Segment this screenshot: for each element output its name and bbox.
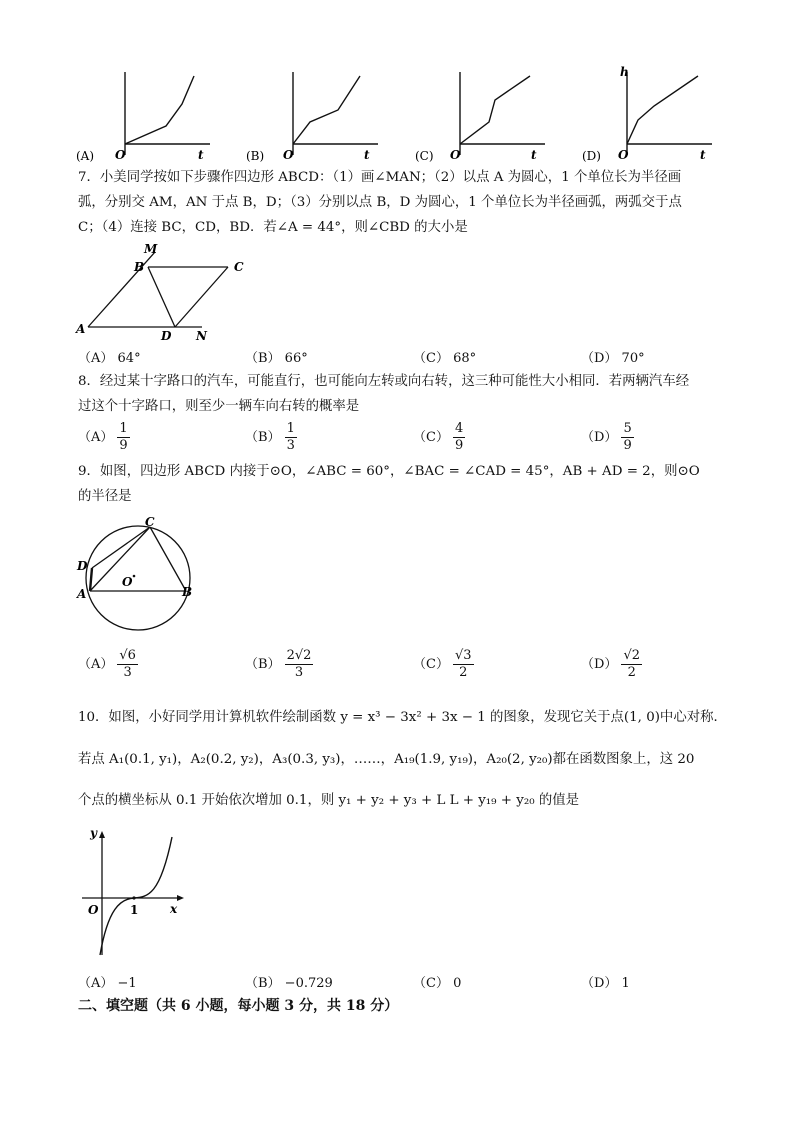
q7-option-b[interactable]: （B） 66° — [245, 351, 308, 366]
q8-line-1: 8．经过某十字路口的汽车，可能直行，也可能向左转或向右转，这三种可能性大小相同．若两辆汽车经 — [78, 374, 690, 389]
section-2-heading: 二、填空题（共 6 小题，每小题 3 分，共 18 分） — [78, 998, 399, 1014]
svg-text:D: D — [77, 559, 88, 573]
q9-option-d[interactable]: （D） $\frac{√2}{2}$ — [581, 648, 640, 680]
q8-option-c[interactable]: （C） $\frac{4}{9}$ — [413, 421, 464, 453]
q9-option-a[interactable]: （A） $\frac{√6}{3}$ — [78, 648, 136, 680]
svg-text:O: O — [618, 148, 629, 162]
svg-text:O: O — [115, 148, 126, 162]
q8-option-d[interactable]: （D） $\frac{5}{9}$ — [581, 421, 632, 453]
q9-option-b[interactable]: （B） $\frac{2√2}{3}$ — [245, 648, 312, 680]
svg-text:O: O — [88, 903, 99, 917]
svg-text:C: C — [234, 260, 244, 274]
svg-text:B: B — [182, 585, 193, 599]
q6-graph-b — [238, 60, 388, 172]
q7-line-3: C；（4）连接 BC，CD，BD．若∠A = 44°，则∠CBD 的大小是 — [78, 220, 468, 235]
svg-text:A: A — [77, 587, 87, 601]
option-label: (A) — [76, 149, 95, 163]
svg-text:D: D — [161, 329, 172, 343]
svg-text:N: N — [196, 329, 207, 343]
q10-line-3: 个点的横坐标从 0.1 开始依次增加 0.1，则 y₁ + y₂ + y₃ + L L + y₁₉ + y₂₀ 的值是 — [78, 793, 580, 808]
q6-graph-d — [572, 60, 722, 172]
q7-option-c[interactable]: （C） 68° — [413, 351, 477, 366]
q10-option-b[interactable]: （B） −0.729 — [245, 976, 333, 991]
q6-graph-c — [405, 60, 555, 172]
svg-text:M: M — [144, 242, 158, 256]
q8-option-a[interactable]: （A） $\frac{1}{9}$ — [78, 421, 128, 453]
q8-option-b[interactable]: （B） $\frac{1}{3}$ — [245, 421, 295, 453]
svg-text:(C): (C) — [415, 149, 434, 163]
q10-option-d[interactable]: （D） 1 — [581, 976, 630, 991]
q7-option-d[interactable]: （D） 70° — [581, 351, 645, 366]
q8-line-2: 过这个十字路口，则至少一辆车向右转的概率是 — [78, 399, 360, 414]
svg-text:x: x — [170, 902, 178, 916]
svg-text:(B): (B) — [246, 149, 265, 163]
svg-text:B: B — [134, 260, 145, 274]
q7-line-1: 7．小美同学按如下步骤作四边形 ABCD：（1）画∠MAN；（2）以点 A 为圆心，1 个单位长为半径画 — [78, 170, 682, 185]
svg-text:O: O — [450, 148, 461, 162]
svg-text:C: C — [145, 515, 155, 529]
svg-text:y: y — [90, 826, 97, 840]
svg-text:h: h — [620, 65, 629, 79]
svg-text:A: A — [76, 322, 86, 336]
q10-option-a[interactable]: （A） −1 — [78, 976, 137, 991]
svg-text:1: 1 — [130, 903, 139, 917]
q10-figure — [78, 825, 193, 964]
svg-text:O: O — [283, 148, 294, 162]
q10-option-c[interactable]: （C） 0 — [413, 976, 462, 991]
svg-text:t: t — [364, 148, 370, 162]
q7-figure — [70, 240, 260, 349]
q9-option-c[interactable]: （C） $\frac{√3}{2}$ — [413, 648, 472, 680]
q9-figure — [72, 510, 207, 642]
svg-text:O: O — [122, 575, 133, 589]
q10-line-1: 10．如图，小好同学用计算机软件绘制函数 y = x³ − 3x² + 3x − 1 的图象，发现它关于点(1, 0)中心对称． — [78, 710, 727, 725]
q7-line-2: 弧，分别交 AM，AN 于点 B，D；（3）分别以点 B，D 为圆心，1 个单位长为半径画弧，两弧交于点 — [78, 195, 682, 210]
q9-line-1: 9．如图，四边形 ABCD 内接于⊙O，∠ABC = 60°，∠BAC = ∠CAD = 45°，AB + AD = 2，则⊙O — [78, 464, 700, 479]
q6-graph-a — [70, 60, 220, 172]
svg-text:t: t — [531, 148, 537, 162]
svg-text:t: t — [198, 148, 204, 162]
q7-option-a[interactable]: （A） 64° — [78, 351, 141, 366]
q10-line-2: 若点 A₁(0.1, y₁)，A₂(0.2, y₂)，A₃(0.3, y₃)，……，A₁₉(1.9, y₁₉)，A₂₀(2, y₂₀)都在函数图象上，这 20 — [78, 752, 695, 767]
q9-line-2: 的半径是 — [78, 489, 132, 504]
svg-text:(D): (D) — [582, 149, 601, 163]
svg-text:t: t — [700, 148, 706, 162]
